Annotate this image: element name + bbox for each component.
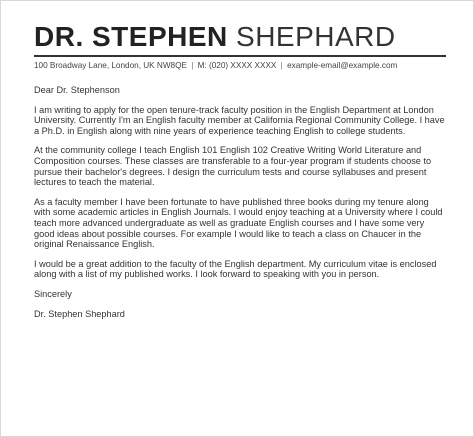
- letter-paragraph: At the community college I teach English 101 English 102 Creative Writing World Literature and Composition courses. These classes are transferable to a four-year program if students choose to pursue their bachelor's degrees. I design the curriculum tests and course syllabuses and present lectures to teach the material.: [34, 145, 432, 188]
- letter-header: [34, 21, 444, 71]
- contact-separator: |: [280, 61, 283, 70]
- letter-closing: Sincerely: [34, 288, 72, 299]
- letter-body: [34, 85, 446, 328]
- header-divider: [34, 55, 446, 57]
- letter-signature: Dr. Stephen Shephard: [34, 308, 125, 319]
- contact-info: [34, 61, 444, 71]
- contact-separator: |: [191, 61, 194, 70]
- letter-paragraph: I would be a great addition to the faculty of the English department. My curriculum vitae is enclosed along with a list of my published works. I look forward to speaking with you in person.: [34, 258, 437, 280]
- contact-phone: M: (020) XXXX XXXX: [197, 61, 277, 70]
- sender-name-last: SHEPHARD: [236, 21, 396, 52]
- contact-address: 100 Broadway Lane, London, UK NW8QE: [34, 61, 187, 70]
- sender-name: [34, 21, 444, 53]
- letter-paragraph: I am writing to apply for the open tenure-track faculty position in the English Department at London University. Currently I'm an English faculty member at California Regional Community College. I have a Ph.D. in English along with nine years of experience teaching English to college students.: [34, 104, 445, 136]
- contact-email: example-email@example.com: [287, 61, 398, 70]
- letter-paragraph: As a faculty member I have been fortunate to have published three books during my tenure along with some academic articles in English Journals. I would enjoy teaching at a University where I could teach more advanced undergraduate as well as graduate English courses and I have some very good ideas about possible courses. For example I would like to teach a class on Chaucer in the original Renaissance English.: [34, 196, 443, 250]
- sender-name-first: DR. STEPHEN: [34, 21, 228, 52]
- letter-salutation: Dear Dr. Stephenson: [34, 85, 120, 95]
